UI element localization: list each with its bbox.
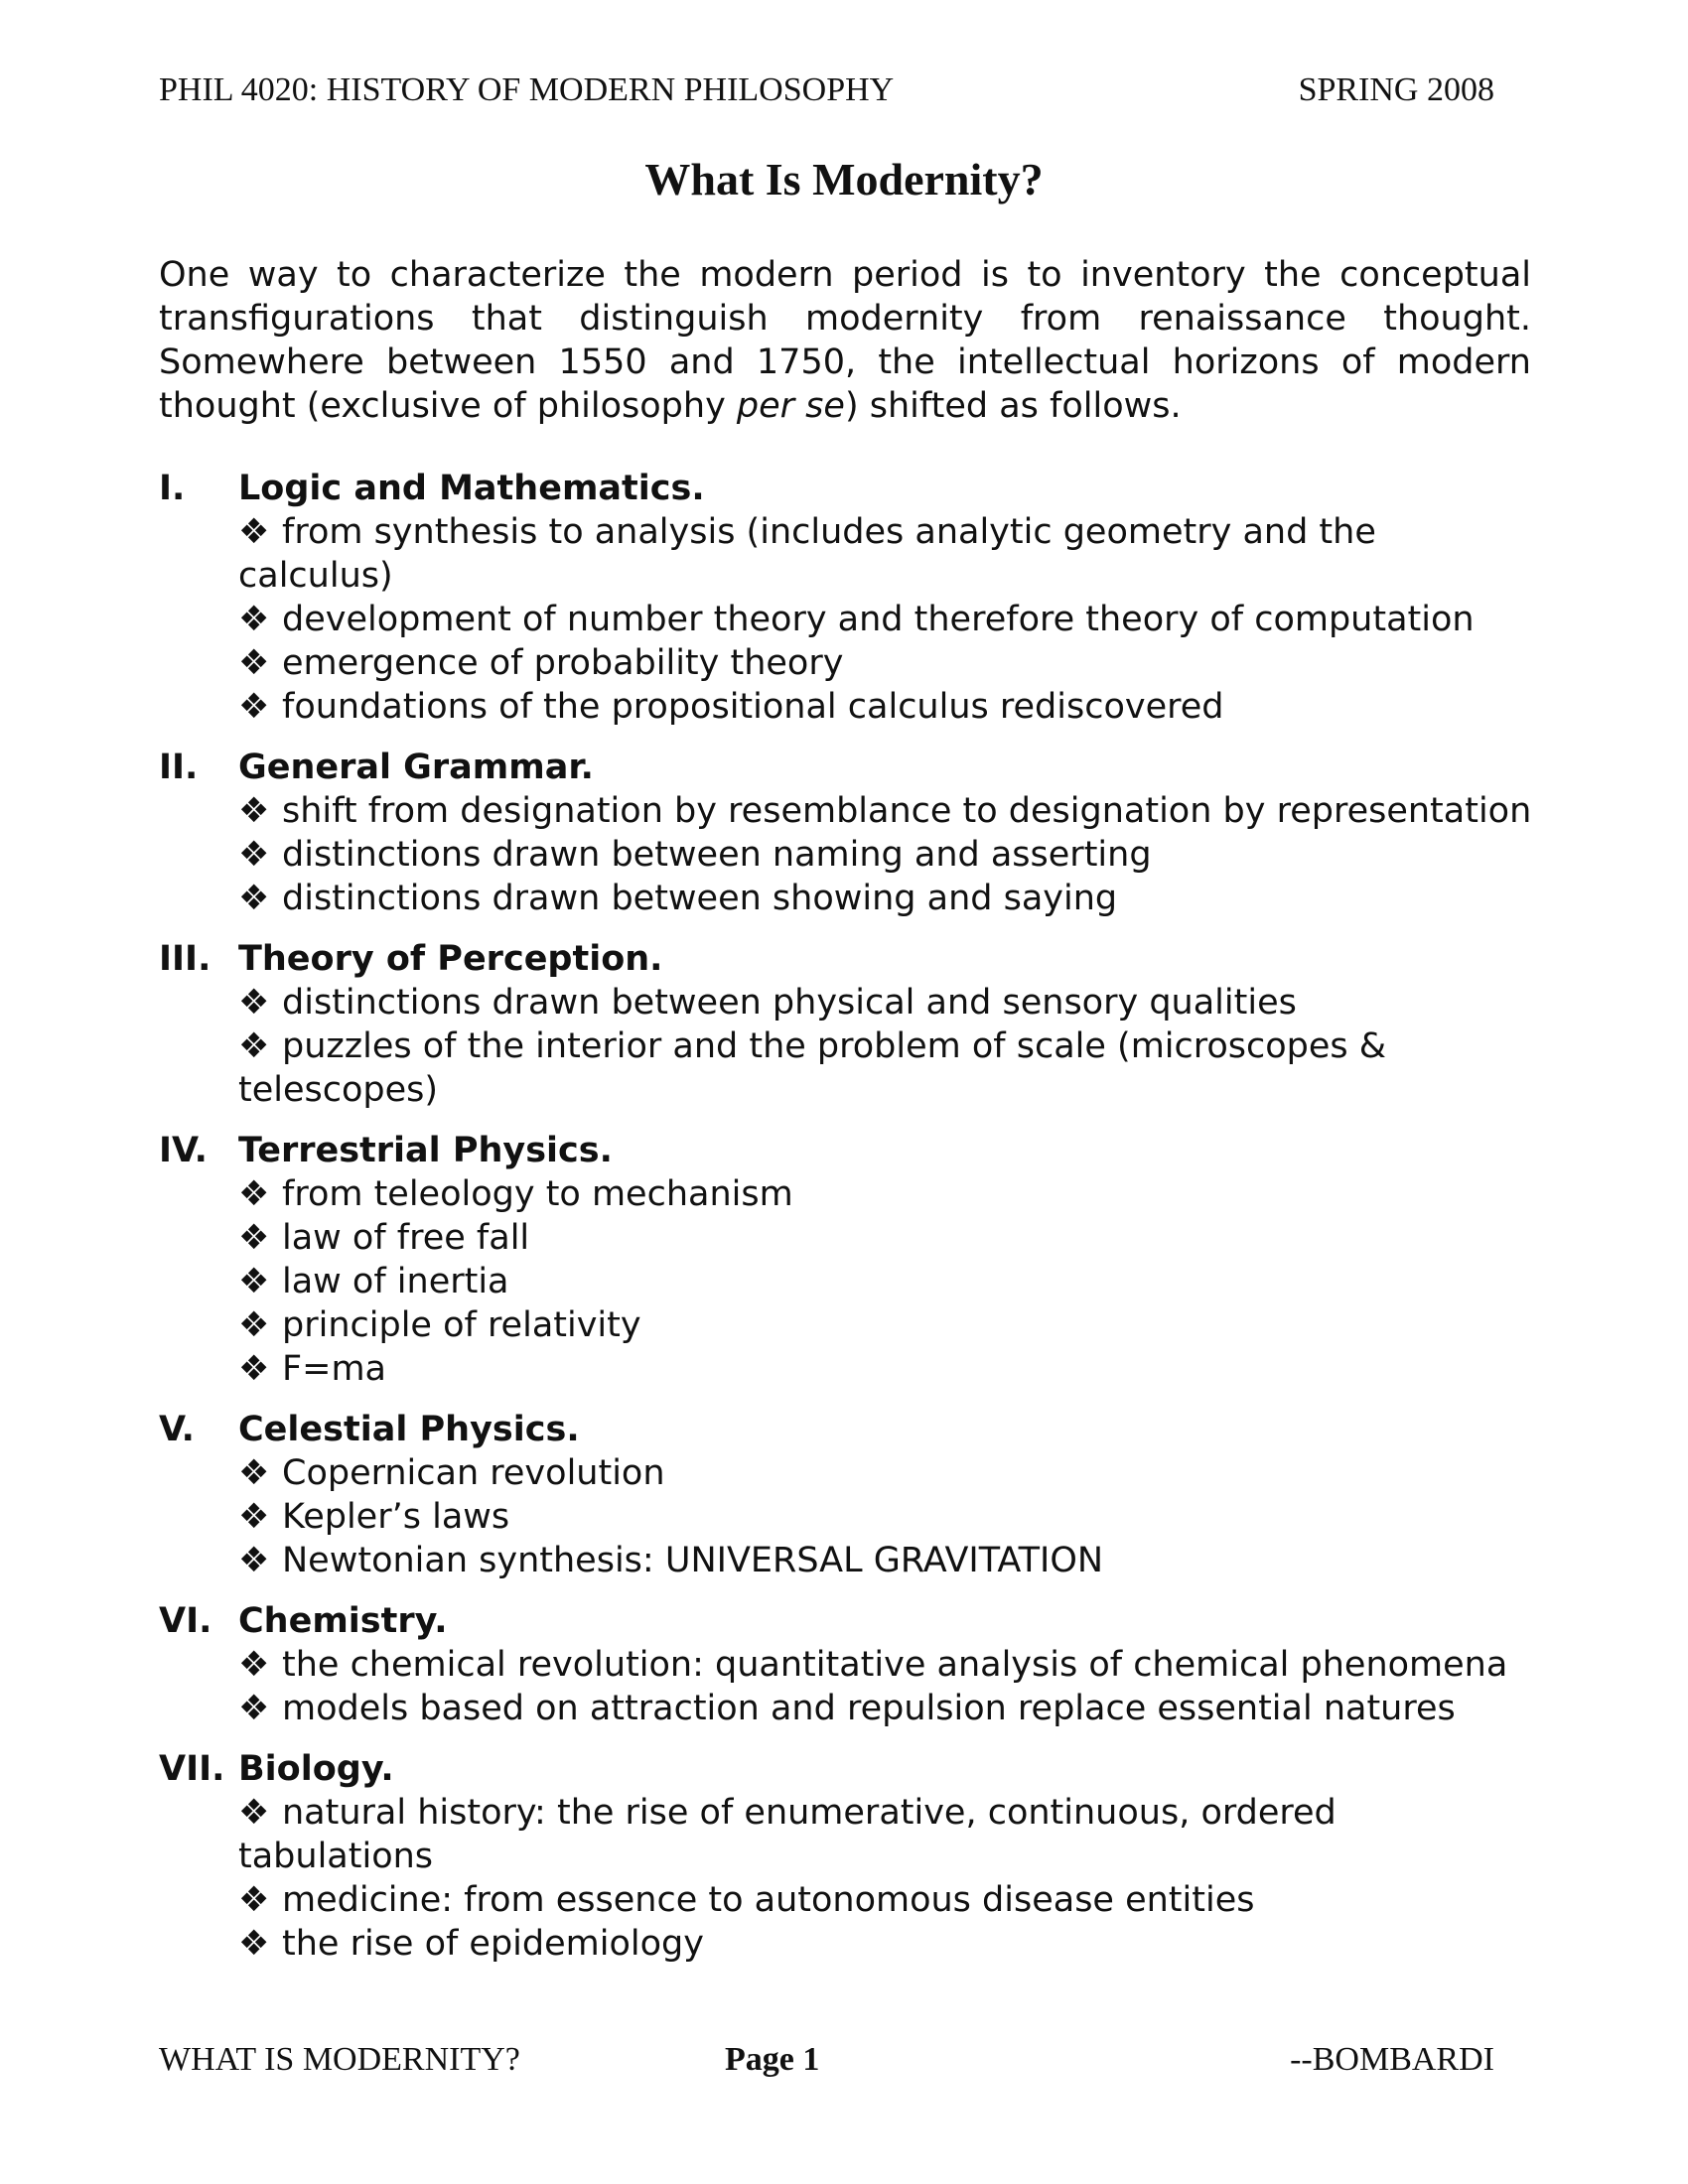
outline-section [159,1129,1539,1391]
bullet-text: distinctions drawn between naming and asserting [282,835,1152,875]
intro-paragraph [159,253,1531,428]
diamond-bullet-icon: ❖ [238,1689,270,1728]
outline-section [159,937,1539,1112]
diamond-bullet-icon: ❖ [238,1645,270,1685]
bullet-text: emergence of probability theory [282,643,844,683]
running-footer [159,2043,1494,2083]
bullet-item [238,1878,1539,1922]
bullet-text: from teleology to mechanism [282,1174,793,1214]
bullet-item [238,1791,1539,1878]
diamond-bullet-icon: ❖ [238,1453,270,1493]
bullet-item [238,1451,1539,1495]
bullet-text: F=ma [282,1349,386,1389]
diamond-bullet-icon: ❖ [238,879,270,918]
bullet-item [238,510,1539,598]
bullet-text: foundations of the propositional calculus rediscovered [282,687,1224,727]
section-numeral: IV. [159,1131,208,1170]
diamond-bullet-icon: ❖ [238,687,270,727]
bullet-item [238,1922,1539,1966]
diamond-bullet-icon: ❖ [238,1497,270,1537]
section-heading: Celestial Physics. [238,1410,580,1449]
bullet-item [238,1303,1539,1347]
bullet-item [238,641,1539,685]
outline-section [159,746,1539,920]
bullet-list [238,1643,1539,1730]
outline-section [159,467,1539,729]
diamond-bullet-icon: ❖ [238,1262,270,1301]
section-heading: General Grammar. [238,748,594,787]
bullet-list [238,789,1539,920]
diamond-bullet-icon: ❖ [238,983,270,1023]
course-title: PHIL 4020: HISTORY OF MODERN PHILOSOPHY [159,71,895,108]
diamond-bullet-icon: ❖ [238,1218,270,1258]
intro-text: One way to characterize the modern period is to inventory the conceptual transfigurations that distinguish modernity from renaissance thought. Somewhere between 1550 and 1750, the intellectual horizons of modern thought (exclusive of philosophy [159,255,1531,426]
bullet-item [238,1216,1539,1260]
bullet-text: the chemical revolution: quantitative analysis of chemical phenomena [282,1645,1508,1685]
bullet-list [238,1451,1539,1582]
bullet-item [238,1024,1539,1112]
diamond-bullet-icon: ❖ [238,1026,270,1066]
outline-section [159,1599,1539,1730]
diamond-bullet-icon: ❖ [238,1541,270,1580]
section-numeral: V. [159,1410,195,1449]
term-label: SPRING 2008 [1298,71,1494,108]
diamond-bullet-icon: ❖ [238,791,270,831]
bullet-text: models based on attraction and repulsion replace essential natures [282,1689,1456,1728]
section-numeral: VI. [159,1601,212,1641]
section-heading: Theory of Perception. [238,939,663,979]
bullet-item [238,685,1539,729]
document-title: What Is Modernity? [644,154,1044,205]
bullet-text: Kepler’s laws [282,1497,510,1537]
bullet-text: shift from designation by resemblance to designation by representation [282,791,1532,831]
bullet-item [238,833,1539,877]
bullet-text: natural history: the rise of enumerative, continuous, ordered tabulations [238,1793,1336,1876]
bullet-list [238,1172,1539,1391]
footer-title: WHAT IS MODERNITY? [159,2041,520,2078]
bullet-item [238,1260,1539,1303]
bullet-item [238,1643,1539,1687]
bullet-item [238,1687,1539,1730]
diamond-bullet-icon: ❖ [238,1305,270,1345]
bullet-list [238,510,1539,729]
diamond-bullet-icon: ❖ [238,643,270,683]
bullet-item [238,1539,1539,1582]
intro-italic-term: per se [736,386,845,426]
bullet-text: medicine: from essence to autonomous disease entities [282,1880,1255,1920]
section-heading: Chemistry. [238,1601,448,1641]
bullet-item [238,1495,1539,1539]
intro-text-end: ) shifted as follows. [844,386,1182,426]
running-header [159,73,1494,107]
section-numeral: II. [159,748,199,787]
bullet-text: distinctions drawn between showing and saying [282,879,1118,918]
diamond-bullet-icon: ❖ [238,600,270,639]
section-numeral: III. [159,939,211,979]
bullet-text: distinctions drawn between physical and sensory qualities [282,983,1297,1023]
section-heading: Terrestrial Physics. [238,1131,613,1170]
bullet-text: Newtonian synthesis: UNIVERSAL GRAVITATION [282,1541,1104,1580]
diamond-bullet-icon: ❖ [238,835,270,875]
diamond-bullet-icon: ❖ [238,1349,270,1389]
diamond-bullet-icon: ❖ [238,1793,270,1833]
section-numeral: VII. [159,1749,225,1789]
topic-outline [159,467,1539,1982]
page-number: Page 1 [725,2041,820,2078]
bullet-list [238,1791,1539,1966]
bullet-item [238,1347,1539,1391]
section-heading: Biology. [238,1749,394,1789]
diamond-bullet-icon: ❖ [238,1880,270,1920]
bullet-text: law of free fall [282,1218,530,1258]
bullet-item [238,789,1539,833]
bullet-list [238,981,1539,1112]
bullet-text: the rise of epidemiology [282,1924,704,1964]
bullet-text: law of inertia [282,1262,509,1301]
bullet-text: development of number theory and therefore theory of computation [282,600,1475,639]
diamond-bullet-icon: ❖ [238,1924,270,1964]
bullet-text: from synthesis to analysis (includes analytic geometry and the calculus) [238,512,1376,596]
bullet-text: principle of relativity [282,1305,641,1345]
section-numeral: I. [159,469,186,508]
outline-section [159,1408,1539,1582]
footer-author: --BOMBARDI [1290,2041,1494,2078]
bullet-item [238,1172,1539,1216]
bullet-text: Copernican revolution [282,1453,665,1493]
bullet-item [238,877,1539,920]
outline-section [159,1747,1539,1966]
bullet-text: puzzles of the interior and the problem of scale (microscopes & telescopes) [238,1026,1387,1110]
bullet-item [238,981,1539,1024]
diamond-bullet-icon: ❖ [238,512,270,552]
diamond-bullet-icon: ❖ [238,1174,270,1214]
section-heading: Logic and Mathematics. [238,469,705,508]
bullet-item [238,598,1539,641]
